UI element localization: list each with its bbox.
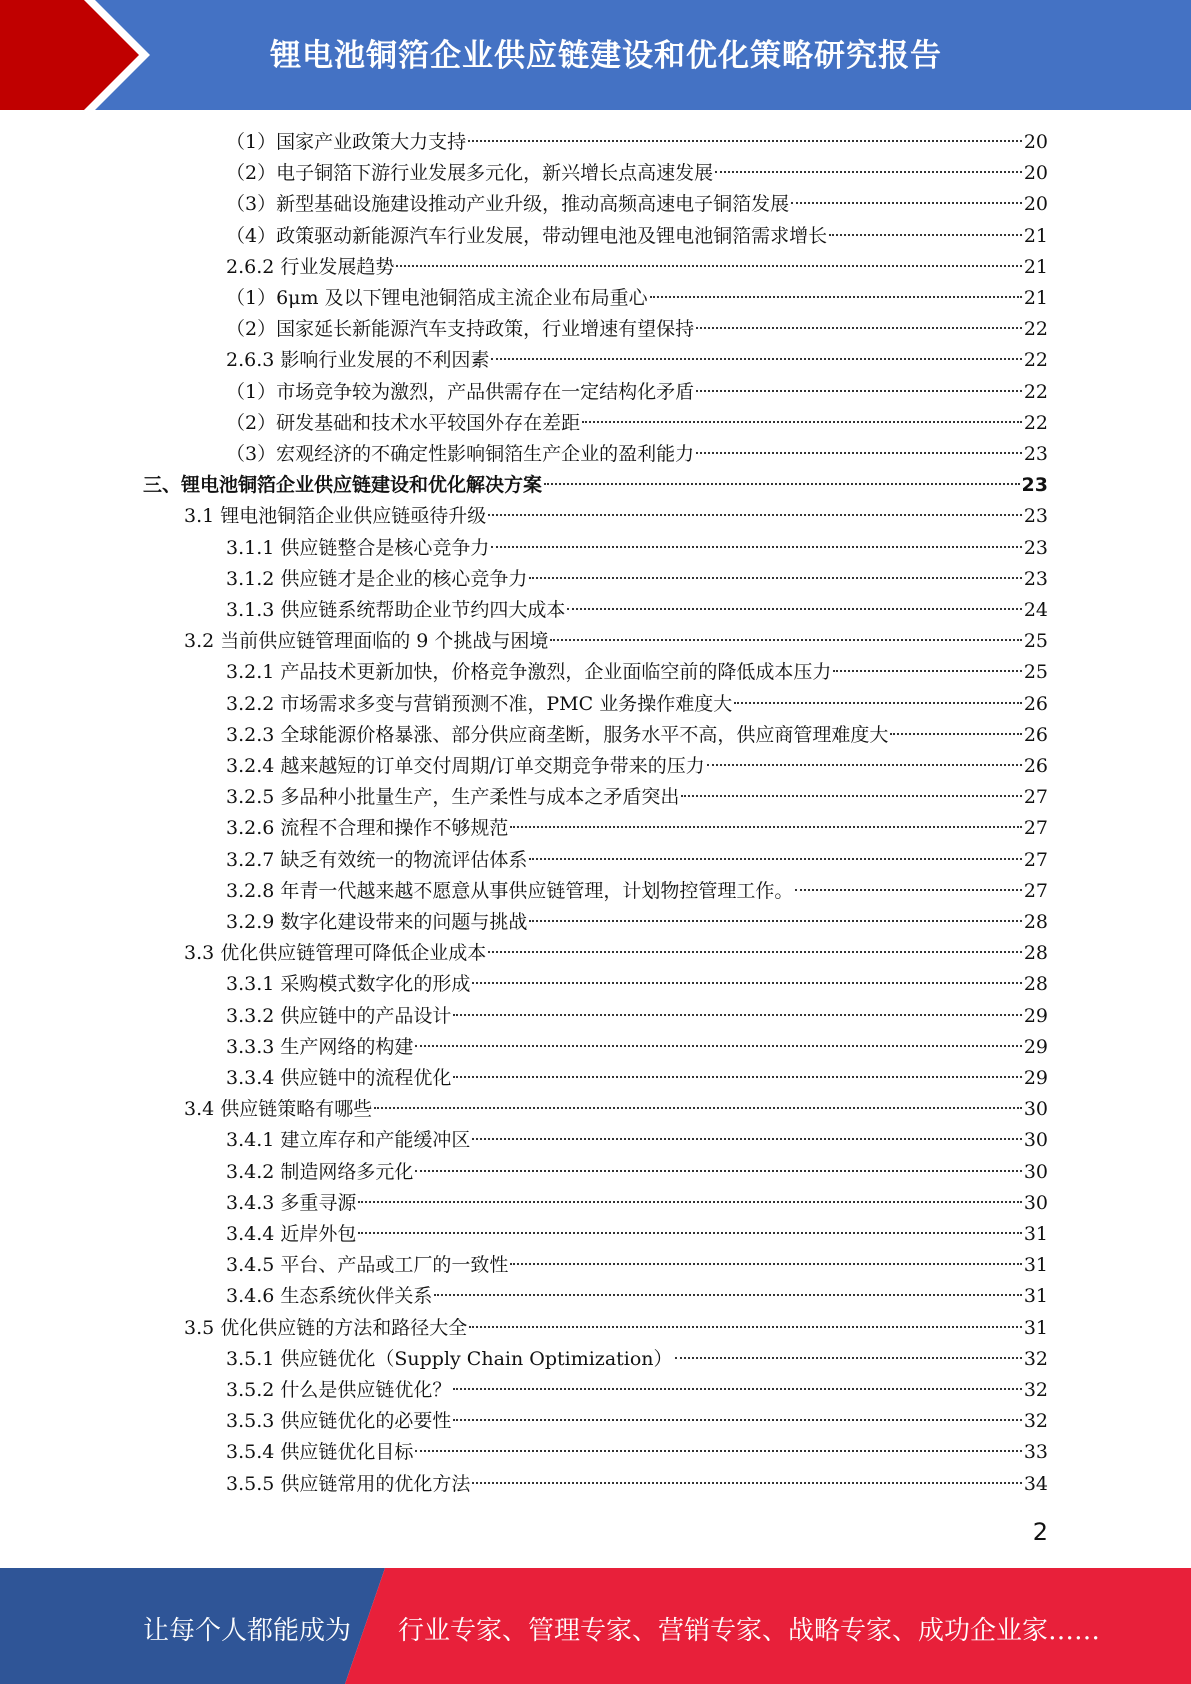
toc-leader-dots <box>510 826 1021 828</box>
toc-entry-page: 22 <box>1023 318 1048 341</box>
toc-entry[interactable] <box>184 1094 1048 1125</box>
toc-leader-dots <box>374 1107 1022 1109</box>
toc-leader-dots <box>544 483 1020 485</box>
toc-leader-dots <box>696 452 1022 454</box>
toc-entry-title: 3.2.9 数字化建设带来的问题与挑战 <box>226 911 528 933</box>
toc-entry[interactable] <box>226 564 1048 595</box>
toc-entry-title: 3.5 优化供应链的方法和路径大全 <box>184 1316 468 1339</box>
toc-entry[interactable] <box>226 813 1048 844</box>
toc-entry[interactable] <box>184 501 1048 532</box>
toc-entry-page: 27 <box>1023 817 1048 840</box>
toc-entry-title: （2）国家延长新能源汽车支持政策，行业增速有望保持 <box>226 318 695 341</box>
toc-entry-title: （3）宏观经济的不确定性影响铜箔生产企业的盈利能力 <box>226 443 695 465</box>
toc-entry-page: 24 <box>1023 599 1048 621</box>
toc-entry-title: 3.1.2 供应链才是企业的核心竞争力 <box>226 567 528 590</box>
toc-leader-dots <box>529 920 1021 922</box>
toc-entry[interactable] <box>226 845 1048 876</box>
toc-entry-title: （2）电子铜箔下游行业发展多元化，新兴增长点高速发展 <box>226 162 714 185</box>
toc-leader-dots <box>415 1045 1021 1047</box>
toc-entry-title: 3.3.2 供应链中的产品设计 <box>226 1004 452 1027</box>
toc-entry[interactable] <box>226 1344 1048 1375</box>
toc-leader-dots <box>472 1138 1021 1140</box>
toc-entry-title: 3.5.1 供应链优化（Supply Chain Optimization） <box>226 1347 673 1370</box>
toc-entry-title: 3.2.6 流程不合理和操作不够规范 <box>226 817 509 840</box>
toc-entry-page: 27 <box>1023 879 1048 902</box>
toc-leader-dots <box>453 1014 1021 1016</box>
toc-leader-dots <box>529 858 1021 860</box>
toc-entry-title: 3.2.2 市场需求多变与营销预测不准，PMC 业务操作难度大 <box>226 692 733 715</box>
toc-entry-title: 3.2.5 多品种小批量生产，生产柔性与成本之矛盾突出 <box>226 786 680 809</box>
toc-entry-page: 27 <box>1023 848 1048 871</box>
toc-leader-dots <box>681 795 1021 797</box>
toc-entry-page: 25 <box>1023 661 1048 684</box>
toc-leader-dots <box>734 702 1022 704</box>
toc-leader-dots <box>358 1201 1021 1203</box>
toc-entry-page: 29 <box>1023 1004 1048 1027</box>
toc-entry-page: 22 <box>1023 380 1048 403</box>
toc-entry[interactable] <box>226 720 1048 751</box>
toc-entry[interactable] <box>226 751 1048 782</box>
toc-leader-dots <box>715 171 1022 173</box>
toc-leader-dots <box>795 889 1021 891</box>
toc-leader-dots <box>358 1232 1021 1234</box>
report-title: 锂电池铜箔企业供应链建设和优化策略研究报告 <box>270 38 942 74</box>
toc-entry-title: 3.3.3 生产网络的构建 <box>226 1035 414 1058</box>
toc-leader-dots <box>472 1482 1021 1484</box>
toc-leader-dots <box>415 1450 1021 1452</box>
toc-entry[interactable] <box>226 1437 1048 1468</box>
toc-entry[interactable] <box>226 689 1048 720</box>
toc-leader-dots <box>469 1326 1022 1328</box>
toc-entry-title: 3.1.1 供应链整合是核心竞争力 <box>226 536 490 559</box>
toc-entry-title: 3.4.2 制造网络多元化 <box>226 1160 414 1183</box>
toc-entry[interactable] <box>226 439 1048 470</box>
toc-leader-dots <box>491 546 1021 548</box>
toc-entry-page: 23 <box>1023 567 1048 590</box>
toc-entry-page: 21 <box>1023 287 1048 309</box>
toc-entry[interactable] <box>226 907 1048 938</box>
toc-leader-dots <box>472 982 1021 984</box>
toc-entry-page: 30 <box>1023 1129 1048 1152</box>
toc-entry[interactable] <box>226 283 1048 314</box>
toc-entry-title: 3.2.8 年青一代越来越不愿意从事供应链管理，计划物控管理工作。 <box>226 879 794 902</box>
chevron-arrow-icon <box>0 0 160 110</box>
toc-leader-dots <box>650 296 1022 298</box>
toc-leader-dots <box>434 1294 1021 1296</box>
toc-entry-page: 26 <box>1023 723 1048 746</box>
toc-entry[interactable] <box>226 1250 1048 1281</box>
toc-entry[interactable] <box>226 314 1048 345</box>
toc-entry[interactable] <box>143 470 1048 501</box>
toc-entry-page: 22 <box>1023 411 1048 434</box>
toc-entry-page: 26 <box>1023 692 1048 715</box>
footer-slogan-right: 行业专家、管理专家、营销专家、战略专家、成功企业家…… <box>398 1616 1101 1646</box>
toc-entry-page: 30 <box>1023 1191 1048 1214</box>
toc-entry-title: 3.3.4 供应链中的流程优化 <box>226 1067 452 1089</box>
toc-entry[interactable] <box>226 533 1048 564</box>
toc-entry[interactable] <box>226 221 1048 252</box>
toc-entry[interactable] <box>226 1157 1048 1188</box>
toc-entry-title: 3.2.1 产品技术更新加快，价格竞争激烈，企业面临空前的降低成本压力 <box>226 661 832 684</box>
toc-entry-title: 3.4.3 多重寻源 <box>226 1191 357 1214</box>
header-bar <box>0 0 1191 110</box>
toc-entry-page: 34 <box>1023 1472 1048 1495</box>
toc-entry-page: 23 <box>1021 474 1048 497</box>
toc-entry-title: 3.1 锂电池铜箔企业供应链亟待升级 <box>184 505 487 528</box>
toc-entry[interactable] <box>226 252 1048 283</box>
toc-entry-page: 23 <box>1023 505 1048 528</box>
toc-entry-page: 31 <box>1023 1285 1048 1308</box>
toc-entry-page: 23 <box>1023 443 1048 465</box>
toc-leader-dots <box>453 1388 1021 1390</box>
toc-entry-page: 27 <box>1023 786 1048 809</box>
toc-entry-page: 26 <box>1023 755 1048 777</box>
toc-entry-page: 31 <box>1023 1223 1048 1245</box>
toc-entry-title: （4）政策驱动新能源汽车行业发展，带动锂电池及锂电池铜箔需求增长 <box>226 224 828 247</box>
toc-leader-dots <box>829 234 1022 236</box>
toc-entry-title: 3.2 当前供应链管理面临的 9 个挑战与困境 <box>184 630 549 653</box>
toc-entry-title: 3.2.3 全球能源价格暴涨、部分供应商垄断，服务水平不高，供应商管理难度大 <box>226 723 889 746</box>
toc-entry-title: 3.5.5 供应链常用的优化方法 <box>226 1472 471 1495</box>
toc-entry[interactable] <box>226 1469 1048 1500</box>
toc-entry-page: 20 <box>1023 162 1048 185</box>
toc-entry-page: 32 <box>1023 1347 1048 1370</box>
toc-entry[interactable] <box>226 1001 1048 1032</box>
page-number: 2 <box>1032 1518 1048 1546</box>
toc-entry-page: 28 <box>1023 911 1048 933</box>
toc-entry-page: 32 <box>1023 1379 1048 1401</box>
toc-leader-dots <box>567 608 1021 610</box>
toc-entry-page: 32 <box>1023 1410 1048 1433</box>
toc-entry[interactable] <box>226 876 1048 907</box>
toc-entry[interactable] <box>184 938 1048 969</box>
toc-entry-page: 21 <box>1023 224 1048 247</box>
toc-leader-dots <box>491 358 1021 360</box>
toc-entry-page: 28 <box>1023 973 1048 996</box>
toc-entry-page: 23 <box>1023 536 1048 559</box>
toc-entry-title: 2.6.3 影响行业发展的不利因素 <box>226 349 490 372</box>
toc-leader-dots <box>453 1419 1021 1421</box>
toc-entry-title: 3.4.1 建立库存和产能缓冲区 <box>226 1129 471 1152</box>
footer-banner <box>0 1568 1191 1684</box>
toc-entry-page: 28 <box>1023 942 1048 965</box>
toc-entry-title: 3.4.4 近岸外包 <box>226 1223 357 1245</box>
toc-leader-dots <box>415 1170 1021 1172</box>
toc-entry-page: 22 <box>1023 349 1048 372</box>
toc-entry-page: 20 <box>1023 193 1048 216</box>
toc-entry[interactable] <box>226 657 1048 688</box>
toc-entry[interactable] <box>226 345 1048 376</box>
toc-entry-title: 3.3.1 采购模式数字化的形成 <box>226 973 471 996</box>
toc-entry-page: 30 <box>1023 1098 1048 1121</box>
toc-entry-page: 31 <box>1023 1316 1048 1339</box>
toc-entry[interactable] <box>226 377 1048 408</box>
toc-leader-dots <box>833 670 1021 672</box>
toc-entry-title: 3.4 供应链策略有哪些 <box>184 1098 373 1121</box>
toc-entry-page: 30 <box>1023 1160 1048 1183</box>
toc-entry-title: （3）新型基础设施建设推动产业升级，推动高频高速电子铜箔发展 <box>226 193 790 216</box>
toc-leader-dots <box>582 421 1022 423</box>
toc-entry[interactable] <box>226 189 1048 220</box>
toc-entry-title: 3.4.6 生态系统伙伴关系 <box>226 1285 433 1308</box>
toc-entry-page: 31 <box>1023 1254 1048 1277</box>
toc-entry[interactable] <box>226 1125 1048 1156</box>
toc-entry[interactable] <box>184 1313 1048 1344</box>
toc-entry[interactable] <box>226 1063 1048 1094</box>
toc-entry-page: 21 <box>1023 255 1048 278</box>
toc-leader-dots <box>488 514 1022 516</box>
toc-entry-title: 3.5.4 供应链优化目标 <box>226 1441 414 1464</box>
toc-leader-dots <box>550 639 1021 641</box>
footer-slogan-left: 让每个人都能成为 <box>143 1616 352 1646</box>
toc-entry-title: 2.6.2 行业发展趋势 <box>226 255 395 278</box>
toc-entry[interactable] <box>226 1281 1048 1312</box>
toc-leader-dots <box>890 733 1021 735</box>
toc-entry[interactable] <box>226 1219 1048 1250</box>
toc-entry[interactable] <box>226 1032 1048 1063</box>
toc-entry[interactable] <box>226 782 1048 813</box>
toc-entry[interactable] <box>226 969 1048 1000</box>
toc-entry-title: 三、锂电池铜箔企业供应链建设和优化解决方案 <box>143 474 543 497</box>
toc-entry-title: （2）研发基础和技术水平较国外存在差距 <box>226 411 581 434</box>
toc-entry[interactable] <box>226 408 1048 439</box>
toc-leader-dots <box>396 265 1021 267</box>
toc-entry-title: （1）6μm 及以下锂电池铜箔成主流企业布局重心 <box>226 287 648 309</box>
toc-leader-dots <box>696 390 1022 392</box>
toc-leader-dots <box>488 951 1022 953</box>
toc-entry-title: 3.5.2 什么是供应链优化？ <box>226 1379 452 1401</box>
toc-entry-page: 33 <box>1023 1441 1048 1464</box>
toc-entry[interactable] <box>184 626 1048 657</box>
toc-leader-dots <box>696 327 1022 329</box>
toc-entry[interactable] <box>226 1406 1048 1437</box>
toc-leader-dots <box>675 1357 1022 1359</box>
toc-entry-title: （1）市场竞争较为激烈，产品供需存在一定结构化矛盾 <box>226 380 695 403</box>
toc-entry[interactable] <box>226 127 1048 158</box>
toc-entry[interactable] <box>226 158 1048 189</box>
toc-leader-dots <box>453 1076 1021 1078</box>
toc-entry-title: 3.4.5 平台、产品或工厂的一致性 <box>226 1254 509 1277</box>
toc-entry-title: （1）国家产业政策大力支持 <box>226 131 467 153</box>
toc-leader-dots <box>529 577 1021 579</box>
toc-entry-title: 3.2.7 缺乏有效统一的物流评估体系 <box>226 848 528 871</box>
toc-entry-title: 3.3 优化供应链管理可降低企业成本 <box>184 942 487 965</box>
toc-entry-page: 20 <box>1023 131 1048 153</box>
toc-entry[interactable] <box>226 595 1048 626</box>
toc-entry[interactable] <box>226 1375 1048 1406</box>
toc-leader-dots <box>510 1263 1021 1265</box>
toc-entry[interactable] <box>226 1188 1048 1219</box>
toc-leader-dots <box>707 764 1022 766</box>
toc-entry-title: 3.2.4 越来越短的订单交付周期/订单交期竞争带来的压力 <box>226 755 705 777</box>
toc-entry-title: 3.1.3 供应链系统帮助企业节约四大成本 <box>226 599 566 621</box>
toc-leader-dots <box>791 202 1022 204</box>
toc-entry-page: 29 <box>1023 1067 1048 1089</box>
toc-entry-page: 29 <box>1023 1035 1048 1058</box>
toc-entry-title: 3.5.3 供应链优化的必要性 <box>226 1410 452 1433</box>
toc-entry-page: 25 <box>1023 630 1048 653</box>
toc-leader-dots <box>468 140 1022 142</box>
